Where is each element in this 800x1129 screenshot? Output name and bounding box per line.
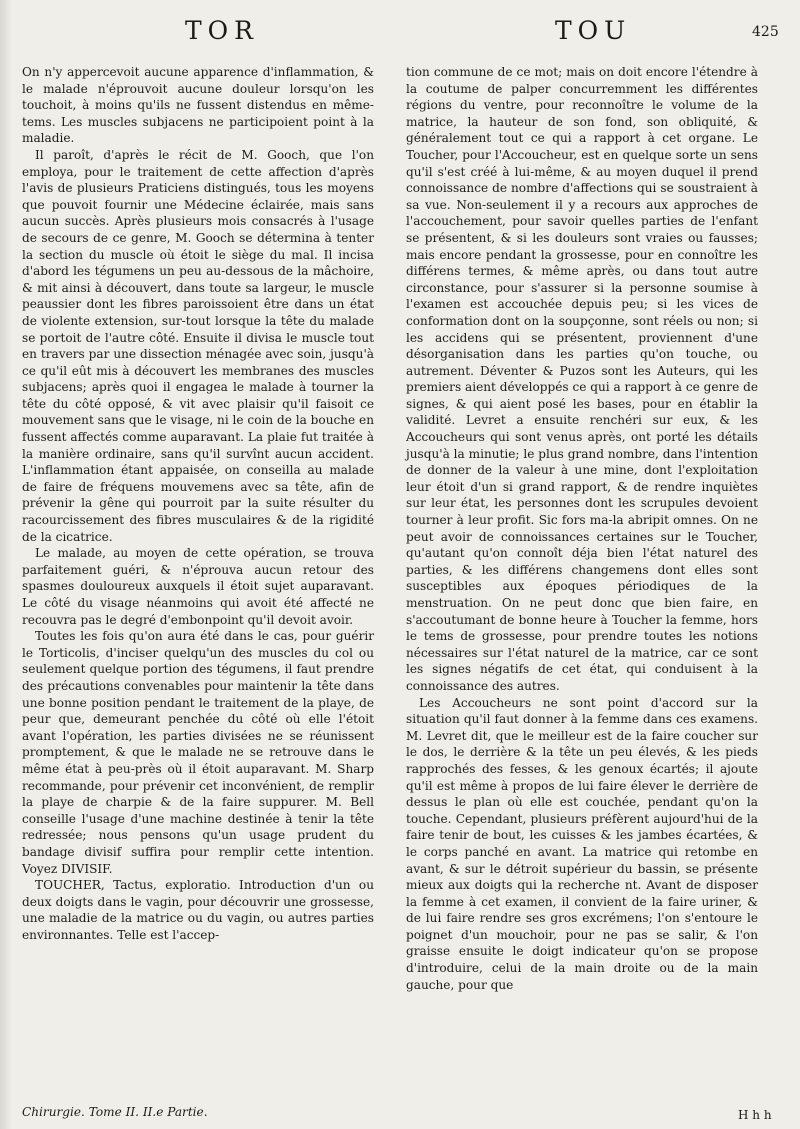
page-edge-shadow [0,0,12,1129]
signature-mark: H h h [738,1108,772,1122]
running-head-right: TOU [555,16,632,45]
paragraph: Le malade, au moyen de cette opération, se trouva parfaitement guéri, & n'éprouva aucun retour des spasmes douloureux auxquels il étoit sujet auparavant. Le côté du visage néanmoins qui avoit été affecté ne recouvra pas le degré d'embonpoint qu'il devoit avoir. [22,546,374,627]
paragraph: tion commune de ce mot; mais on doit encore l'étendre à la coutume de palper concurremment les différentes régions du ventre, pour reconnoître le volume de la matrice, la hauteur de son fond, son obliquité, & généralement tout ce qui a rapport à cet organe. Le Toucher, pour l'Accoucheur, est en quelque sorte un sens qu'il s'est créé à lui-même, & au moyen duquel il prend connoissance de nombre d'affections qui se soustraient à sa vue. Non-seulement il y a recours aux approches de l'accouchement, pour savoir quelles parties de l'enfant se présentent, & si les douleurs sont vraies ou fausses; mais encore pendant la grossesse, pour en connoître les différens termes, & même après, ou dans tout autre circonstance, pour s'assurer si la personne soumise à l'examen est accouchée depuis peu; si les vices de conformation dont on la soupçonne, sont réels ou non; si les accidens qui se présentent, proviennent d'une désorganisation dans les parties qu'on touche, ou autrement. Déventer & Puzos sont les Auteurs, qui les premiers aient développés ce qui a rapport à ce genre de signes, & qui aient posé les bases, pour en établir la validité. Levret a ensuite renchéri sur eux, & les Accoucheurs qui sont venus après, ont porté les détails jusqu'à la minutie; le plus grand nombre, dans l'intention de donner de la valeur à une mine, dont l'exploitation leur étoit d'un si grand rapport, & de rendre inquiètes sur leur état, les personnes dont les scrupules devoient tourner à leur profit. Sic fors ma-la abripit omnes. On ne peut avoir de connoissances certaines sur le Toucher, qu'autant qu'on connoît déja bien l'état naturel des parties, & les différens changemens dont elles sont susceptibles aux époques périodiques de la menstruation. On ne peut donc que bien faire, en s'accoutumant de bonne heure à Toucher la femme, hors le tems de grossesse, pour prendre toutes les notions nécessaires sur l'état naturel de la matrice, car ce sont les signes négatifs de cet état, qui conduisent à la connoissance des autres. [406,65,758,693]
paragraph: On n'y appercevoit aucune apparence d'inflammation, & le malade n'éprouvoit aucune douleur lorsqu'on les touchoit, à moins qu'ils ne fussent distendus en même-tems. Les muscles subjacens ne participoient point à la maladie. [22,65,374,146]
paragraph: TOUCHER, Tactus, exploratio. Introduction d'un ou deux doigts dans le vagin, pour découvrir une grossesse, une maladie de la matrice ou du vagin, ou autres parties environnantes. Telle est l'accep- [22,878,374,942]
right-column [406,64,758,993]
left-column [22,64,374,943]
footer-note [22,1105,374,1119]
paragraph: Il paroît, d'après le récit de M. Gooch, que l'on employa, pour le traitement de cette affection d'après l'avis de plusieurs Praticiens distingués, tous les moyens que pouvoit fournir une Médecine éclairée, mais sans aucun succès. Après plusieurs mois consacrés à l'usage de secours de ce genre, M. Gooch se détermina à tenter la section du muscle où étoit le siège du mal. Il incisa d'abord les tégumens un peu au-dessous de la mâchoire, & mit ainsi à découvert, dans toute sa largeur, le muscle peaussier dont les fibres paroissoient être dans un état de violente extension, sur-tout lorsque la tête du malade se portoit de l'autre côté. Ensuite il divisa le muscle tout en travers par une dissection ménagée avec soin, jusqu'à ce qu'il eût mis à découvert les membranes des muscles subjacens; après quoi il engagea le malade à tourner la tête du côté opposé, & vit avec plaisir qu'il faisoit ce mouvement sans que le visage, ni le coin de la bouche en fussent affectés comme auparavant. La plaie fut traitée à la manière ordinaire, sans qu'il survînt aucun accident. L'inflammation étant appaisée, on conseilla au malade de faire de fréquens mouvemens avec sa tête, afin de prévenir la gêne qui pourroit par la suite résulter du racourcissement des fibres musculaires & de la rigidité de la cicatrice. [22,147,374,544]
running-head-left: TOR [185,16,259,45]
paragraph: Les Accoucheurs ne sont point d'accord sur la situation qu'il faut donner à la femme dans ces examens. M. Levret dit, que le meilleur est de la faire coucher sur le dos, le derrière & la tête un peu élevés, & les pieds rapprochés des fesses, & les genoux écartés; il ajoute qu'il est même à propos de lui faire élever le derrière de dessus le plan où elle est couchée, pendant qu'on la touche. Cependant, plusieurs préfèrent aujourd'hui de la faire tenir de bout, les cuisses & les jambes écartées, & le corps panché en avant. La matrice qui retombe en avant, & sur le détroit supérieur du bassin, se présente mieux aux doigts qui la recherche nt. Avant de disposer la femme à cet examen, il convient de la faire uriner, & de lui faire rendre ses gros excrémens; l'on s'entoure le poignet d'un mouchoir, pour ne pas se salir, & l'on graisse ensuite le doigt indicateur qu'on se propose d'introduire, celui de la main droite ou de la main gauche, pour que [406,695,758,992]
volume-reference: Chirurgie. Tome II. II.e Partie. [22,1105,208,1119]
paragraph: Toutes les fois qu'on aura été dans le cas, pour guérir le Torticolis, d'inciser quelqu'un des muscles du col ou seulement quelque portion des tégumens, il faut prendre des précautions convenables pour maintenir la tête dans une bonne position pendant le traitement de la playe, de peur que, demeurant penchée du côté où elle l'étoit avant l'opération, les parties divisées ne se réunissent promptement, & que le malade ne se retrouve dans le même état à peu-près où il étoit auparavant. M. Sharp recommande, pour prévenir cet inconvénient, de remplir la playe de charpie & de la faire suppurer. M. Bell conseille l'usage d'une machine destinée à tenir la tête redressée; nous pensons qu'un usage prudent du bandage divisif suffira pour remplir cette intention. Voyez DIVISIF. [22,629,374,876]
page-number: 425 [752,24,779,40]
